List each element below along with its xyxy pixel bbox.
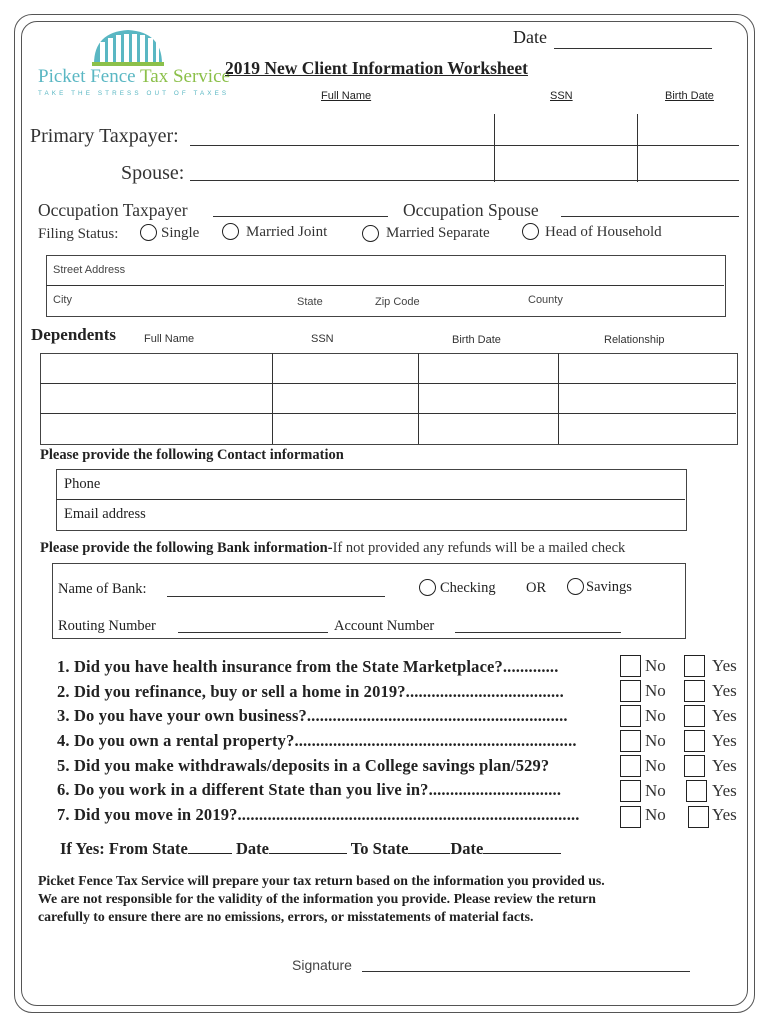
- brand-tagline: TAKE THE STRESS OUT OF TAXES: [38, 90, 230, 97]
- disclaimer-line-2: We are not responsible for the validity of the information you provide. Please review the return: [38, 891, 596, 906]
- q1-no-label: No: [645, 656, 666, 675]
- ssn-divider: [494, 114, 495, 182]
- col-ssn-header: SSN: [550, 90, 573, 102]
- q3-yes-checkbox[interactable]: [684, 705, 705, 727]
- filing-head-of-household-radio[interactable]: [522, 223, 539, 240]
- filing-married-separate-label: Married Separate: [386, 225, 490, 241]
- spouse-line[interactable]: [190, 180, 739, 181]
- q1-yes-label: Yes: [712, 656, 737, 675]
- q1-yes-checkbox[interactable]: [684, 655, 705, 677]
- move-date2-label: Date: [450, 839, 484, 858]
- occupation-spouse-label: Occupation Spouse: [403, 200, 539, 220]
- account-number-line[interactable]: [455, 632, 621, 633]
- filing-married-joint-radio[interactable]: [222, 223, 239, 240]
- dependents-col-ssn: SSN: [311, 333, 334, 345]
- question-5: 5. Did you make withdrawals/deposits in a College savings plan/529?: [57, 756, 550, 775]
- bank-name-line[interactable]: [167, 596, 385, 597]
- move-date2-blank[interactable]: [483, 853, 561, 854]
- q1-no-checkbox[interactable]: [620, 655, 641, 677]
- filing-head-of-household-label: Head of Household: [545, 224, 662, 240]
- filing-single-label: Single: [161, 225, 200, 241]
- address-row-divider: [46, 285, 724, 286]
- q6-no-label: No: [645, 781, 666, 800]
- bank-name-label: Name of Bank:: [58, 581, 147, 597]
- dependents-row-3[interactable]: [41, 414, 736, 443]
- date-line[interactable]: [554, 48, 712, 49]
- move-details: [60, 839, 561, 859]
- filing-status-label: Filing Status:: [38, 226, 119, 242]
- question-4: 4. Do you own a rental property?..................................................................: [57, 731, 577, 750]
- move-date1-blank[interactable]: [269, 853, 347, 854]
- primary-taxpayer-label: Primary Taxpayer:: [30, 125, 179, 147]
- q5-yes-label: Yes: [712, 756, 737, 775]
- q2-no-checkbox[interactable]: [620, 680, 641, 702]
- county-field[interactable]: County: [528, 294, 563, 306]
- filing-single-radio[interactable]: [140, 224, 157, 241]
- q6-yes-checkbox[interactable]: [686, 780, 707, 802]
- bank-intro-rest: If not provided any refunds will be a mailed check: [332, 540, 626, 556]
- contact-intro: Please provide the following Contact information: [40, 447, 344, 463]
- col-birth-date-header: Birth Date: [665, 90, 714, 102]
- bank-intro-bold: Please provide the following Bank information-: [40, 540, 333, 556]
- savings-radio[interactable]: [567, 578, 584, 595]
- dependents-col-full-name: Full Name: [144, 333, 195, 345]
- q4-yes-label: Yes: [712, 731, 737, 750]
- q6-no-checkbox[interactable]: [620, 780, 641, 802]
- date-label: Date: [513, 27, 547, 47]
- or-label: OR: [526, 580, 547, 596]
- email-field[interactable]: Email address: [64, 506, 146, 522]
- signature-label: Signature: [292, 957, 352, 973]
- q3-no-label: No: [645, 706, 666, 725]
- filing-married-separate-radio[interactable]: [362, 225, 379, 242]
- birth-date-divider: [637, 114, 638, 182]
- spouse-label: Spouse:: [121, 162, 185, 184]
- q6-yes-label: Yes: [712, 781, 737, 800]
- q7-yes-label: Yes: [712, 805, 737, 824]
- dependents-row-1[interactable]: [41, 354, 736, 383]
- dependents-row-2[interactable]: [41, 384, 736, 413]
- q4-no-checkbox[interactable]: [620, 730, 641, 752]
- from-state-label: If Yes: From State: [60, 839, 188, 858]
- occupation-taxpayer-label: Occupation Taxpayer: [38, 200, 188, 220]
- contact-box: [56, 469, 687, 531]
- from-state-blank[interactable]: [188, 853, 232, 854]
- zip-code-field[interactable]: Zip Code: [375, 296, 420, 308]
- brand-name-part2: Tax Service: [140, 66, 230, 87]
- savings-label: Savings: [586, 579, 632, 595]
- q7-yes-checkbox[interactable]: [688, 806, 709, 828]
- disclaimer-line-1: Picket Fence Tax Service will prepare your tax return based on the information you provided us.: [38, 873, 605, 888]
- question-7: 7. Did you move in 2019?................................................................................: [57, 805, 580, 824]
- q2-no-label: No: [645, 681, 666, 700]
- contact-row-divider: [56, 499, 685, 500]
- checking-radio[interactable]: [419, 579, 436, 596]
- routing-number-label: Routing Number: [58, 618, 156, 634]
- question-1: 1. Did you have health insurance from the State Marketplace?.............: [57, 657, 559, 676]
- page-title: 2019 New Client Information Worksheet: [225, 58, 528, 78]
- move-date1-label: Date: [235, 839, 269, 858]
- question-6: 6. Do you work in a different State than you live in?...............................: [57, 780, 562, 799]
- q5-no-label: No: [645, 756, 666, 775]
- disclaimer-line-3: carefully to ensure there are no emissions, errors, or misstatements of material facts.: [38, 909, 534, 924]
- state-field[interactable]: State: [297, 296, 323, 308]
- brand-name-part1: Picket Fence: [38, 66, 141, 87]
- routing-number-line[interactable]: [178, 632, 328, 633]
- filing-married-joint-label: Married Joint: [246, 224, 328, 240]
- occupation-spouse-line[interactable]: [561, 216, 739, 217]
- question-3: 3. Do you have your own business?.............................................................: [57, 706, 568, 725]
- account-number-label: Account Number: [334, 618, 435, 634]
- q4-no-label: No: [645, 731, 666, 750]
- street-address-field[interactable]: Street Address: [53, 264, 126, 276]
- q4-yes-checkbox[interactable]: [684, 730, 705, 752]
- q7-no-checkbox[interactable]: [620, 806, 641, 828]
- city-field[interactable]: City: [53, 294, 72, 306]
- phone-field[interactable]: Phone: [64, 476, 101, 492]
- q2-yes-label: Yes: [712, 681, 737, 700]
- q5-no-checkbox[interactable]: [620, 755, 641, 777]
- occupation-taxpayer-line[interactable]: [213, 216, 388, 217]
- dependents-col-relationship: Relationship: [604, 334, 665, 346]
- q7-no-label: No: [645, 805, 666, 824]
- q5-yes-checkbox[interactable]: [684, 755, 705, 777]
- question-2: 2. Did you refinance, buy or sell a home in 2019?.....................................: [57, 682, 564, 701]
- checking-label: Checking: [440, 580, 496, 596]
- q3-no-checkbox[interactable]: [620, 705, 641, 727]
- to-state-label: To State: [350, 839, 409, 858]
- primary-taxpayer-line[interactable]: [190, 145, 739, 146]
- logo: [36, 26, 230, 101]
- q3-yes-label: Yes: [712, 706, 737, 725]
- bank-intro: [40, 540, 625, 557]
- dependents-label: Dependents: [31, 325, 117, 344]
- dependents-col-birth-date: Birth Date: [452, 334, 501, 346]
- signature-line[interactable]: [362, 971, 690, 972]
- picket-fence-icon: [36, 26, 221, 68]
- q2-yes-checkbox[interactable]: [684, 680, 705, 702]
- to-state-blank[interactable]: [408, 853, 450, 854]
- col-full-name-header: Full Name: [321, 90, 372, 102]
